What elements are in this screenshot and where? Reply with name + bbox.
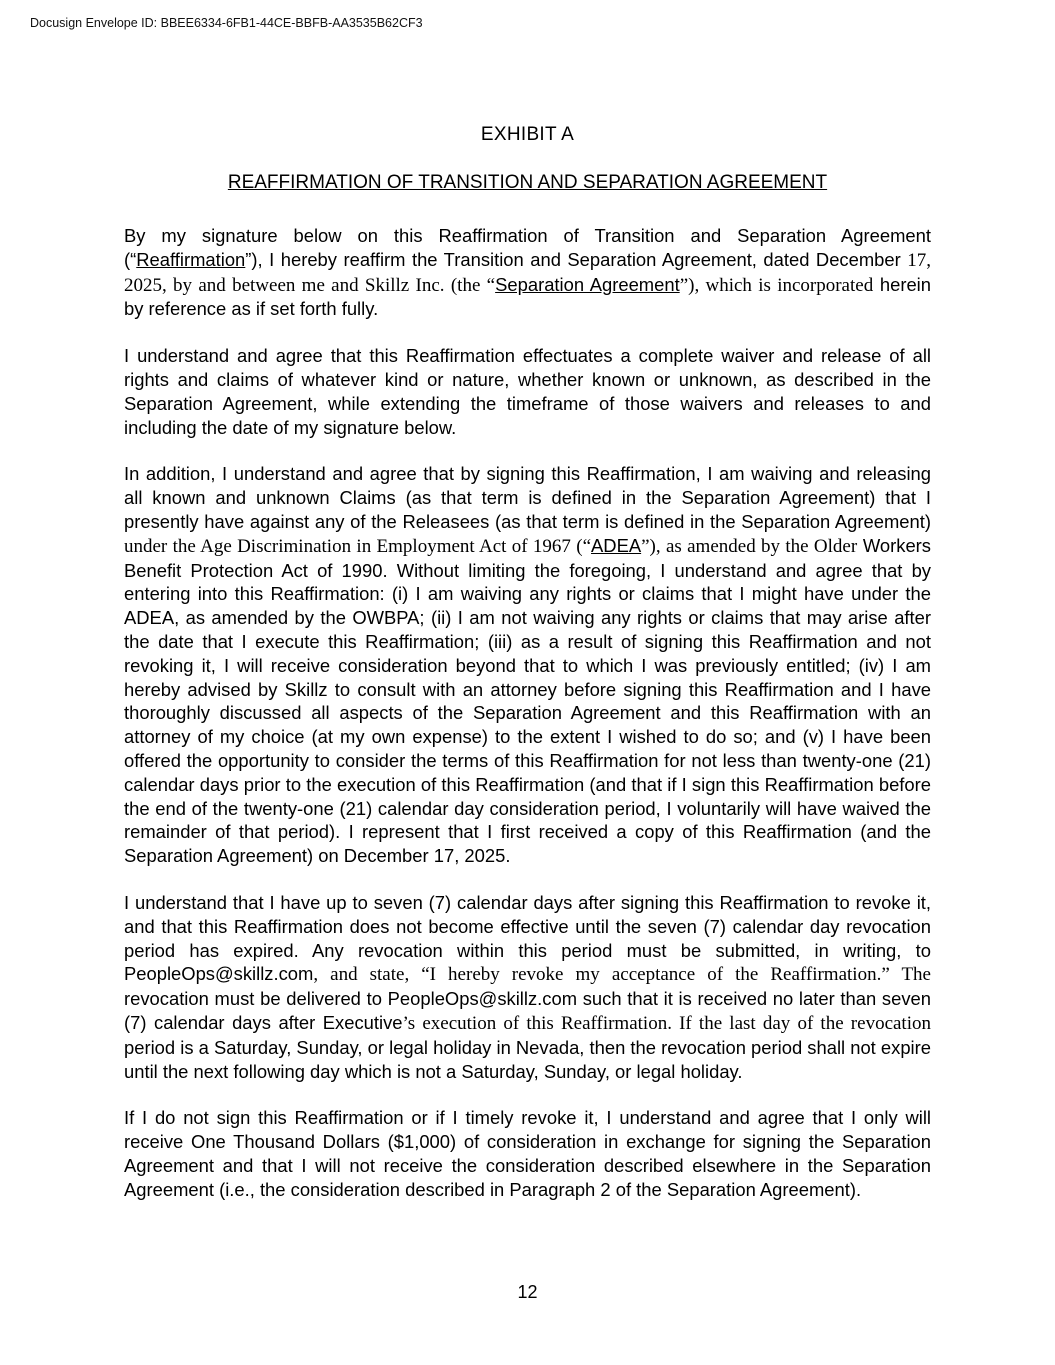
p3-text-d: Workers Benefit Protection Act of 1990. Without limiting the foregoing, I understand and agree that by entering into this Reaffirmation: (i) I am waiving any rights or claims that I might have under the ADEA, as amended by the OWBPA; (ii) I am not waiving any rights or claims that may arise after the date that I execute this Reaffirmation; (iii) as a result of signing this Reaffirmation and not revoking it, I will receive consideration beyond that to which I was previously entitled; (iv) I am hereby advised by Skillz to consult with an attorney before signing this Reaffirmation and I have thoroughly discussed all aspects of the Separation Agreement and this Reaffirmation with an attorney of my choice (at my own expense) to the extent I wished to do so; and (v) I have been offered the opportunity to consider the terms of this Reaffirmation for not less than twenty-one (21) calendar days prior to the execution of this Reaffirmation (and that if I sign this Reaffirmation before the end of the twenty-one (21) calendar day consideration period, I voluntarily will have waived the remainder of that period). I represent that I first received a copy of this Reaffirmation (and the Separation Agreement) on December 17, 2025. [124, 534, 932, 867]
p1-text-e: herein by reference as if set forth fully. [124, 273, 931, 320]
p3-text-c: ”), as amended by the Older [641, 535, 858, 557]
paragraph-waiver-release: I understand and agree that this Reaffirmation effectuates a complete waiver and release of all rights and claims of whatever kind or nature, whether known or unknown, as described in the Separation Agreement, while extending the timeframe of those waivers and releases to and including the date of my signature below. [124, 345, 931, 438]
docusign-envelope-id: Docusign Envelope ID: BBEE6334-6FB1-44CE-BBFB-AA3535B62CF3 [30, 16, 423, 30]
p4-text-c: revocation must be delivered to PeopleOps@skillz.com such that it is received no later than seven (7) calendar days after Executive [124, 988, 931, 1033]
paragraph-adea-waiver [124, 462, 931, 868]
p1-text-d: ”), which is incorporated [679, 274, 874, 296]
p4-text-d: ’s execution of this Reaffirmation. If the last day of the revocation [402, 1012, 931, 1034]
p3-text-a: In addition, I understand and agree that by signing this Reaffirmation, I am waiving and releasing all known and unknown Claims (as that term is defined in the Separation Agreement) that I presently have against any of the Releasees (as that term is defined in the Separation Agreement) [124, 463, 931, 532]
p4-text-b: , and state, “I hereby revoke my acceptance of the Reaffirmation.” The [313, 964, 931, 986]
p1-text-c: 17, 2025, by and between me and Skillz Inc. (the “ [124, 249, 931, 296]
document-title: REAFFIRMATION OF TRANSITION AND SEPARATION AGREEMENT [227, 172, 828, 193]
paragraph-consideration: If I do not sign this Reaffirmation or if I timely revoke it, I understand and agree that I only will receive One Thousand Dollars ($1,000) of consideration in exchange for signing the Separation Agreement and that I will not receive the consideration described elsewhere in the Separation Agreement (i.e., the consideration described in Paragraph 2 of the Separation Agreement). [124, 1107, 931, 1200]
p1-text-a: By my signature below on this Reaffirmation of Transition and Separation Agreement (“ [124, 225, 931, 270]
defined-term-separation-agreement: Separation Agreement [495, 273, 680, 295]
p4-text-e: period is a Saturday, Sunday, or legal holiday in Nevada, then the revocation period shall not expire until the next following day which is not a Saturday, Sunday, or legal holiday. [124, 1036, 931, 1082]
document-body [124, 224, 931, 1224]
defined-term-reaffirmation: Reaffirmation [136, 248, 246, 270]
paragraph-revocation [124, 891, 931, 1083]
defined-term-adea: ADEA [591, 534, 642, 556]
paragraph-reaffirmation-intro [124, 224, 931, 321]
p3-text-b: under the Age Discrimination in Employment Act of 1967 (“ [124, 535, 592, 557]
p4-text-a: I understand that I have up to seven (7) calendar days after signing this Reaffirmation to revoke it, and that this Reaffirmation does not become effective until the seven (7) calendar day revocation period has expired. Any revocation within this period must be submitted, in writing, to PeopleOps@skillz.com [124, 891, 931, 985]
p1-text-b: ”), I hereby reaffirm the Transition and Separation Agreement, dated December [245, 248, 908, 270]
exhibit-heading: EXHIBIT A [480, 124, 575, 145]
page-number: 12 [517, 1282, 538, 1302]
